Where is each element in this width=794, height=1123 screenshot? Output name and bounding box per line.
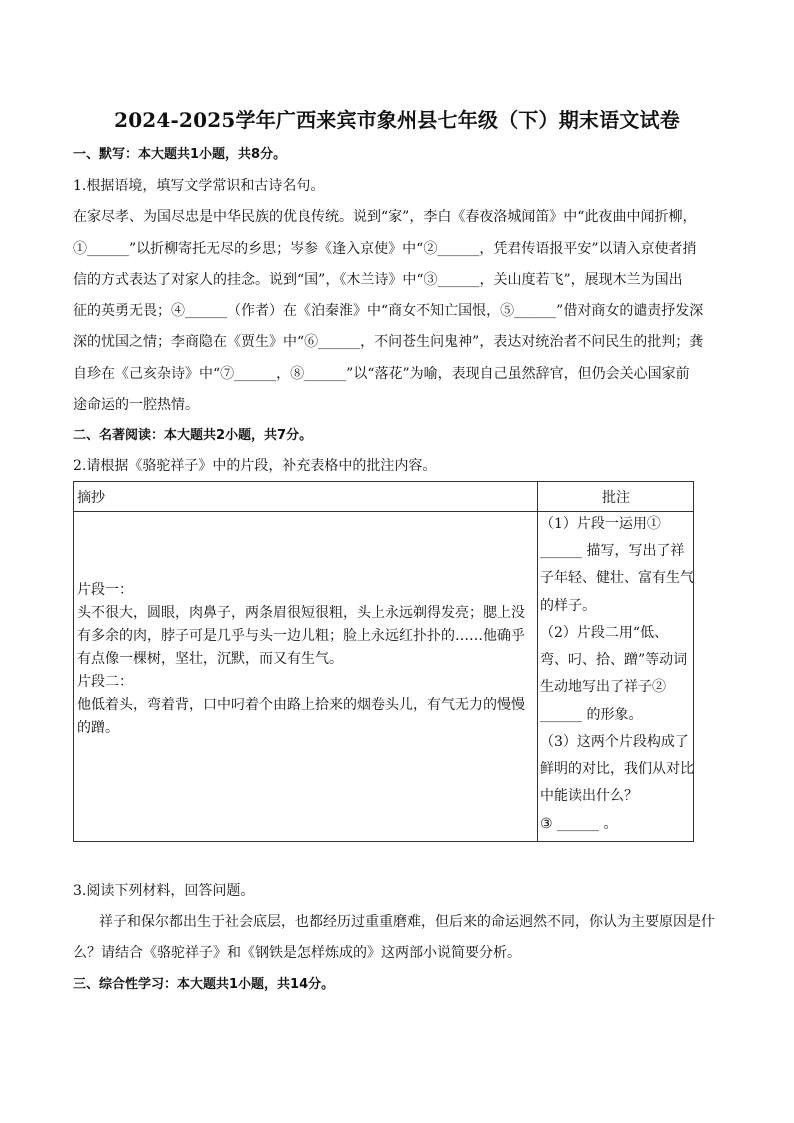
q1-paragraph-line: 途命运的一腔热情。 [73,397,199,413]
q1-paragraph-line: 信的方式表达了对家人的挂念。说到“国”，《木兰诗》中“③______，关山度若飞”，展现木兰为国出 [73,272,683,288]
note-line: （3）这两个片段构成了 [540,734,689,750]
note-line: 鲜明的对比，我们从对比 [540,761,694,777]
q1-paragraph-line: 自珍在《己亥杂诗》中“⑦______，⑧______”以“落花”为喻，表现自己虽然辞官，但仍会关心国家前 [73,366,690,382]
exam-title: 2024-2025学年广西来宾市象州县七年级（下）期末语文试卷 [114,108,680,132]
q1-paragraph-line: 征的英勇无畏；④______（作者）在《泊秦淮》中“商女不知亡国恨，⑤______”借对商女的谴责抒发深 [73,303,704,319]
question-2-prompt: 2.请根据《骆驼祥子》中的片段，补充表格中的批注内容。 [73,458,437,474]
question-1-prompt: 1.根据语境，填写文学常识和古诗名句。 [73,178,325,194]
excerpt-line: 他低着头，弯着背，口中叼着个由路上拾来的烟卷头儿，有气无力的慢慢 [77,697,525,713]
note-line: 的样子。 [540,598,596,614]
note-line: ______ 的形象。 [540,707,643,723]
excerpt-line: 片段二： [77,674,133,690]
note-line: 弯、叼、拾、蹭”等动词 [540,652,688,668]
q3-body-line: 祥子和保尔都出生于社会底层，也都经历过重重磨难，但后来的命运迥然不同，你认为主要原因是什 [99,914,715,930]
excerpt-line: 有点像一棵树，坚壮，沉默，而又有生气。 [77,651,343,667]
question-3-prompt: 3.阅读下列材料，回答问题。 [73,883,255,899]
section-2-heading: 二、名著阅读：本大题共2小题，共7分。 [73,428,313,443]
note-line: 生动地写出了祥子② [540,679,666,695]
excerpt-line: 片段一： [77,582,133,598]
annotation-table [73,481,694,842]
table-header-notes: 批注 [602,490,630,506]
note-line: 子年轻、健壮、富有生气 [540,570,694,586]
excerpt-line: 头不很大，圆眼，肉鼻子，两条眉很短很粗，头上永远剃得发亮；腮上没 [77,605,525,621]
note-line: ③ ______ 。 [540,816,618,832]
q3-body-line: 么？请结合《骆驼祥子》和《钢铁是怎样炼成的》这两部小说简要分析。 [73,945,521,961]
q1-paragraph-line: 在家尽孝、为国尽忠是中华民族的优良传统。说到“家”，李白《春夜洛城闻笛》中“此夜曲中闻折柳， [73,209,697,225]
note-line: （1）片段一运用① [540,516,661,532]
table-header-excerpt: 摘抄 [77,490,105,506]
section-3-heading: 三、综合性学习：本大题共1小题，共14分。 [73,977,335,992]
q1-paragraph-line: 深的忧国之情；李商隐在《贾生》中“⑥______，不问苍生问鬼神”，表达对统治者不问民生的批判；龚 [73,334,704,350]
note-line: ______ 描写，写出了祥 [540,543,685,559]
note-line: （2）片段二用“低、 [540,625,669,641]
excerpt-line: 的蹭。 [77,720,119,736]
note-line: 中能读出什么？ [540,788,638,804]
section-1-heading: 一、默写：本大题共1小题，共8分。 [73,147,287,162]
table-column-divider [537,482,538,841]
excerpt-line: 有多余的肉，脖子可是几乎与头一边儿粗；脸上永远红扑扑的……他确乎 [77,628,525,644]
q1-paragraph-line: ①______”以折柳寄托无尽的乡思；岑参《逢入京使》中“②______，凭君传语报平安”以请入京使者捎 [73,241,697,257]
